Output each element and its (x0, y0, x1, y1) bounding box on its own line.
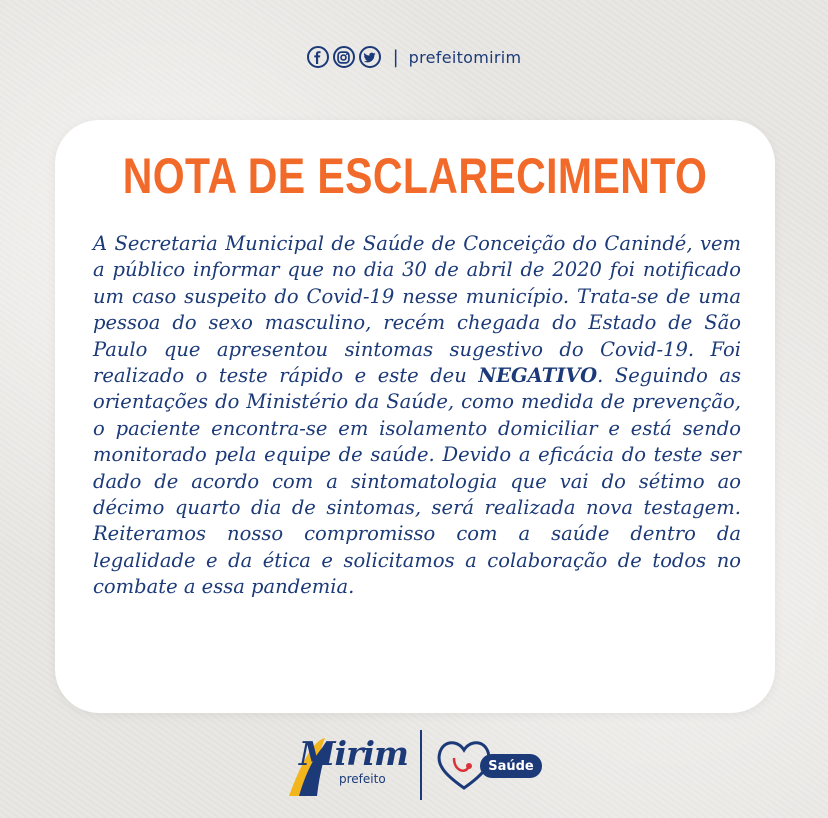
facebook-icon[interactable] (307, 46, 329, 68)
prefeito-logo-text: prefeito (339, 772, 386, 786)
logo-divider (420, 730, 422, 800)
notice-card (55, 120, 775, 713)
saude-logo (434, 734, 554, 796)
instagram-icon[interactable] (333, 46, 355, 68)
social-handles (0, 46, 828, 68)
notice-title: NOTA DE ESCLARECIMENTO (122, 148, 708, 204)
notice-body-emphasis: NEGATIVO (478, 364, 598, 388)
footer-logos (0, 724, 828, 804)
notice-body-text-continued: . Seguindo as orientações do Ministério da Saúde, como medida de prevenção, o paciente encontra-se em isolamento domiciliar e está sendo monitorado pela equipe de saúde. Devido a eficácia do teste ser dado de acordo com a sintomatologia que vai do sétimo ao décimo quarto dia de sintomas, será realizada nova testagem. Reiteramos nosso compromisso com a saúde dentro da legalidade e da ética e solicitamos a colaboração de todos no combate a essa pandemia. (93, 364, 741, 599)
mirim-prefeito-logo (285, 728, 408, 802)
twitter-icon[interactable] (359, 46, 381, 68)
notice-body (93, 231, 741, 601)
notice-body-text: A Secretaria Municipal de Saúde de Conceição do Canindé, vem a público informar que no dia 30 de abril de 2020 foi notificado um caso suspeito do Covid-19 nesse município. Trata-se de uma pessoa do sexo masculino, recém chegada do Estado de São Paulo que apresentou sintomas sugestivo do Covid-19. Foi realizado o teste rápido e este deu (93, 232, 741, 388)
mirim-logo-text: Mirim (299, 734, 408, 773)
saude-logo-text: Saúde (480, 754, 542, 778)
separator: | (392, 46, 399, 68)
social-handle[interactable]: prefeitomirim (408, 47, 522, 67)
